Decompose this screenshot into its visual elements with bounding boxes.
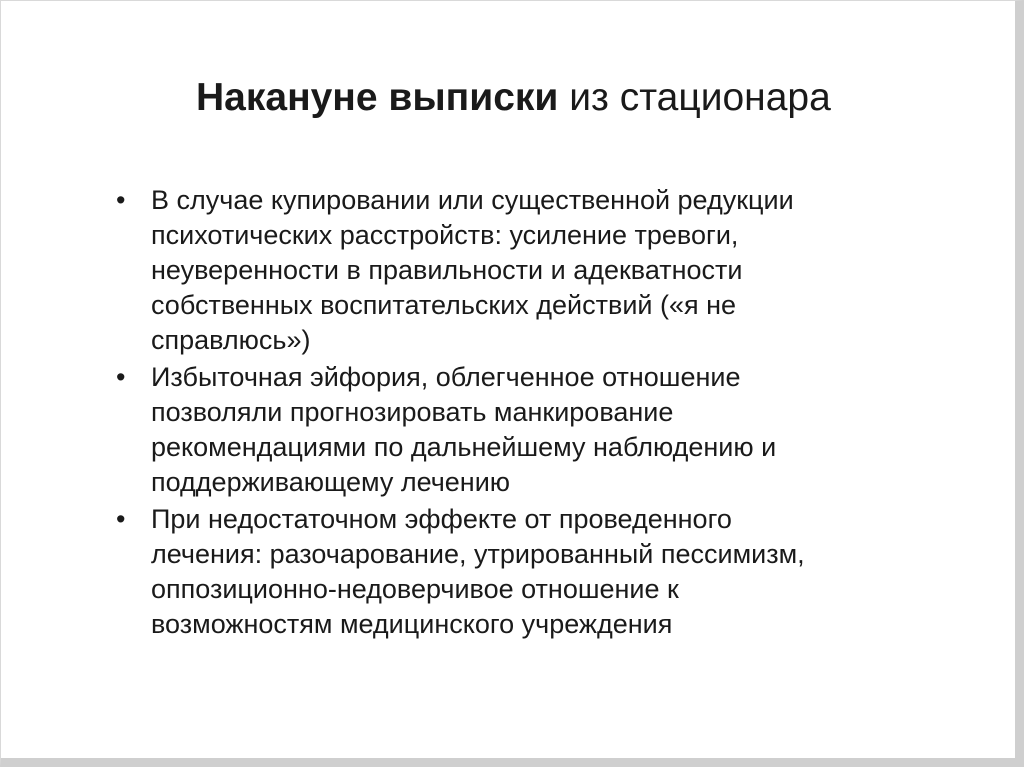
bullet-text-line: неуверенности в правильности и адекватности — [151, 255, 743, 285]
slide-title-bold: Накануне выписки — [196, 76, 559, 119]
bullet-text-line: Избыточная эйфория, облегченное отношение — [151, 362, 741, 392]
bullet-text-line: оппозиционно-недоверчивое отношение к — [151, 574, 679, 604]
bullet-text-line: возможностям медицинского учреждения — [151, 609, 673, 639]
bullet-text-line: собственных воспитательских действий («я не — [151, 290, 737, 320]
bullet-item-3 — [111, 502, 951, 642]
bullet-text-line: справлюсь») — [151, 325, 311, 355]
bullet-marker: • — [116, 362, 126, 392]
slide-title-regular: из стационара — [569, 76, 831, 119]
bullet-marker: • — [116, 185, 126, 215]
bullet-text-line: рекомендациями по дальнейшему наблюдению и — [151, 432, 777, 462]
bullet-list — [111, 183, 951, 644]
bullet-item-2 — [111, 360, 951, 500]
bullet-text-line: В случае купировании или существенной редукции — [151, 185, 794, 215]
bullet-marker: • — [116, 504, 126, 534]
bullet-text-line: психотических расстройств: усиление тревоги, — [151, 220, 739, 250]
bullet-item-1 — [111, 183, 951, 358]
bullet-text-line: При недостаточном эффекте от проведенного — [151, 504, 732, 534]
bullet-text-line: позволяли прогнозировать манкирование — [151, 397, 674, 427]
bullet-text-line: лечения: разочарование, утрированный пессимизм, — [151, 539, 805, 569]
bullet-text-line: поддерживающему лечению — [151, 467, 511, 497]
slide-title — [196, 73, 956, 123]
